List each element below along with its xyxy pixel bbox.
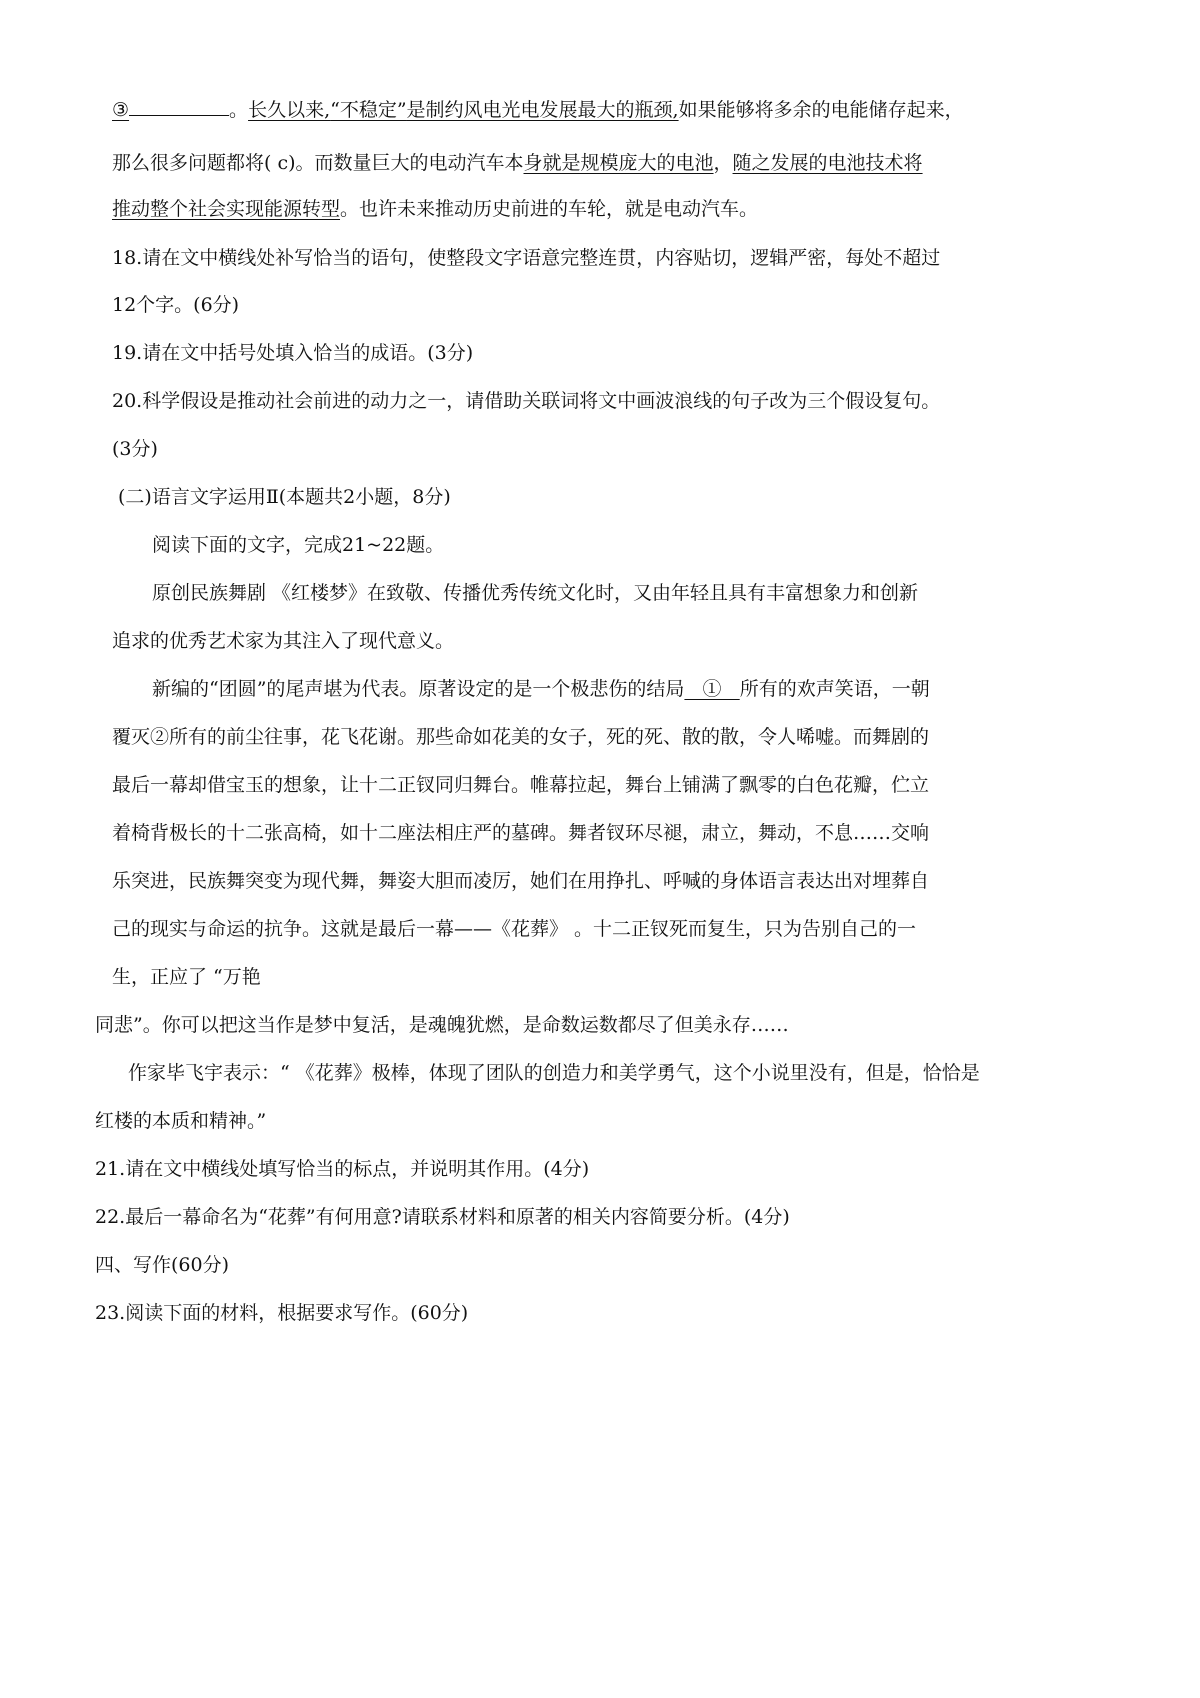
underlined-span: 身就是规模庞大的电池 bbox=[523, 152, 714, 174]
question-18: 18.请在文中横线处补写恰当的语句，使整段文字语意完整连贯，内容贴切，逻辑严密，每处不超过 bbox=[112, 247, 941, 269]
blank-number-3: ③ bbox=[112, 99, 130, 121]
paragraph-2-line-6: 己的现实与命运的抗争。这就是最后一幕——《花葬》 。十二正钗死而复生，只为告别自己的一 bbox=[112, 918, 917, 940]
paragraph-2-line-3: 最后一幕却借宝玉的想象，让十二正钗同归舞台。帷幕拉起，舞台上铺满了飘零的白色花瓣，伫立 bbox=[112, 774, 930, 796]
fill-blank-1: ① bbox=[684, 678, 740, 700]
text-span: 。也许未来推动历史前进的车轮，就是电动汽车。 bbox=[340, 198, 759, 220]
underlined-span: 长久以来, bbox=[248, 99, 331, 121]
text-span: 。 bbox=[229, 99, 249, 121]
text-span: 那么很多问题都将( c)。而数量巨大的电动汽车本 bbox=[112, 152, 524, 174]
paragraph-2-line-1 bbox=[152, 677, 930, 701]
paragraph-2-line-8: 同悲”。你可以把这当作是梦中复活，是魂魄犹燃，是命数运数都尽了但美永存…… bbox=[95, 1014, 789, 1036]
question-18-cont: 12个字。(6分) bbox=[112, 294, 240, 316]
paragraph-2-line-2: 覆灭②所有的前尘往事，花飞花谢。那些命如花美的女子，死的死、散的散，令人唏嘘。而舞剧的 bbox=[112, 726, 930, 748]
passage-line-1 bbox=[112, 97, 964, 122]
question-22: 22.最后一幕命名为“花葬”有何用意?请联系材料和原著的相关内容简要分析。(4分) bbox=[95, 1206, 790, 1228]
paragraph-1-line-2: 追求的优秀艺术家为其注入了现代意义。 bbox=[112, 630, 455, 652]
reading-intro: 阅读下面的文字，完成21~22题。 bbox=[152, 534, 445, 556]
text-span: ， bbox=[713, 152, 733, 174]
question-19: 19.请在文中括号处填入恰当的成语。(3分) bbox=[112, 342, 474, 364]
paragraph-2-line-5: 乐突进，民族舞突变为现代舞，舞姿大胆而凌厉，她们在用挣扎、呼喊的身体语言表达出对埋葬自 bbox=[112, 870, 930, 892]
paragraph-3-line-1: 作家毕飞宇表示：“ 《花葬》极棒，体现了团队的创造力和美学勇气，这个小说里没有，但是，恰恰是 bbox=[128, 1062, 980, 1084]
underlined-span: 随之发展的电池技术将 bbox=[732, 152, 923, 174]
underlined-span: “不稳定” bbox=[330, 99, 407, 121]
underlined-span: 推动整个社会实现能源转型 bbox=[112, 198, 341, 220]
passage-line-2 bbox=[112, 151, 923, 175]
text-span: 新编的“团圆”的尾声堪为代表。原著设定的是一个极悲伤的结局 bbox=[152, 678, 685, 700]
paragraph-1-line-1: 原创民族舞剧 《红楼梦》在致敬、传播优秀传统文化时，又由年轻且具有丰富想象力和创新 bbox=[152, 582, 919, 604]
question-23: 23.阅读下面的材料，根据要求写作。(60分) bbox=[95, 1302, 469, 1324]
section-heading-4: 四、写作(60分) bbox=[95, 1254, 230, 1276]
question-20: 20.科学假设是推动社会前进的动力之一，请借助关联词将文中画波浪线的句子改为三个假设复句。 bbox=[112, 390, 941, 412]
paragraph-2-line-4: 着椅背极长的十二张高椅，如十二座法相庄严的墓碑。舞者钗环尽褪，肃立，舞动，不息……交响 bbox=[112, 822, 930, 844]
passage-line-3 bbox=[112, 197, 758, 221]
section-heading-2: (二)语言文字运用Ⅱ(本题共2小题，8分) bbox=[118, 486, 451, 508]
underlined-span: 是制约风电光电发展最大的瓶颈, bbox=[406, 99, 679, 121]
paragraph-2-line-7: 生，正应了 “万艳 bbox=[112, 966, 261, 988]
fill-blank-3 bbox=[129, 97, 229, 116]
paragraph-3-line-2: 红楼的本质和精神。” bbox=[95, 1110, 267, 1132]
text-span: 如果能够将多余的电能储存起来， bbox=[678, 99, 964, 121]
text-span: 所有的欢声笑语，一朝 bbox=[739, 678, 930, 700]
question-21: 21.请在文中横线处填写恰当的标点，并说明其作用。(4分) bbox=[95, 1158, 590, 1180]
question-20-cont: (3分) bbox=[112, 438, 158, 460]
